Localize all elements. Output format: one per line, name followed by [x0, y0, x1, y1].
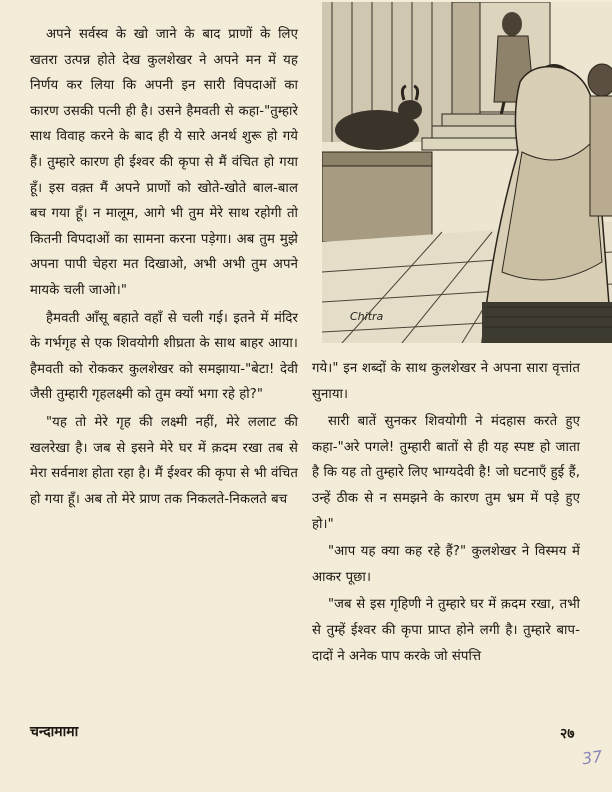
right-paragraph-2: सारी बातें सुनकर शिवयोगी ने मंदहास करते हुए कहा-"अरे पगले! तुम्हारी बातों से ही यह स्पष्ट हो जाता है कि यह तो तुम्हारे लिए भाग्यदेवी है! जो घटनाएँ हुई हैं, उन्हें ठीक से न समझने के कारण तुम भ्रम में पड़े हुए हो।" [312, 414, 580, 532]
page-number: २७ [560, 726, 575, 742]
left-text-column [30, 22, 298, 512]
right-paragraph-1: गये।" इन शब्दों के साथ कुलशेखर ने अपना सारा वृत्तांत सुनाया। [312, 361, 580, 402]
right-paragraph-3: "आप यह क्या कह रहे हैं?" कुलशेखर ने विस्मय में आकर पूछा। [312, 544, 580, 585]
left-paragraph-2: हैमवती आँसू बहाते वहाँ से चली गई। इतने में मंदिर के गर्भगृह से एक शिवयोगी शीघ्रता के साथ बाहर आया। हैमवती को रोककर कुलशेखर को समझाया-"बेटा! देवी जैसी तुम्हारी गृहलक्ष्मी को तुम क्यों भगा रहे हो?" [30, 310, 298, 403]
temple-illustration [322, 2, 612, 343]
artist-signature: Chitra [350, 310, 384, 323]
right-paragraph-4: "जब से इस गृहिणी ने तुम्हारे घर में क़दम रखा, तभी से तुम्हें ईश्वर की कृपा प्राप्त होने लगी है। तुम्हारे बाप-दादों ने अनेक पाप करके जो संपत्ति [312, 597, 580, 664]
left-paragraph-3: "यह तो मेरे गृह की लक्ष्मी नहीं, मेरे ललाट की खलरेखा है। जब से इसने मेरे घर में क़दम रखा तब से मेरा सर्वनाश होता रहा है। मैं ईश्वर की कृपा से भी वंचित हो गया हूँ। अब तो मेरे प्राण तक निकलते-निकलते बच [30, 414, 298, 507]
handwritten-page-mark: 37 [580, 746, 604, 769]
left-paragraph-1: अपने सर्वस्व के खो जाने के बाद प्राणों के लिए खतरा उत्पन्न होते देख कुलशेखर ने अपने मन में यह निर्णय कर लिया कि अपनी इन सारी विपदाओं का कारण उसकी पत्नी ही है। उसने हैमवती से कहा-"तुम्हारे साथ विवाह करने के बाद ही ये सारे अनर्थ शुरू हो गये हैं। तुम्हारे कारण ही ईश्वर की कृपा से मैं वंचित हो गया हूँ। इस वक़्त मैं अपने प्राणों को खोते-खोते बाल-बाल बच गया हूँ। न मालूम, आगे भी तुम मेरे साथ रहोगी तो कितनी विपदाओं का सामना करना पड़ेगा। अब तुम मुझे अपना पापी चेहरा मत दिखाओ, अभी अभी तुम अपने मायके चली जाओ।" [30, 27, 298, 298]
magazine-name: चन्दामामा [30, 724, 79, 740]
right-text-column [312, 356, 580, 669]
illustration-drawing [322, 2, 612, 343]
